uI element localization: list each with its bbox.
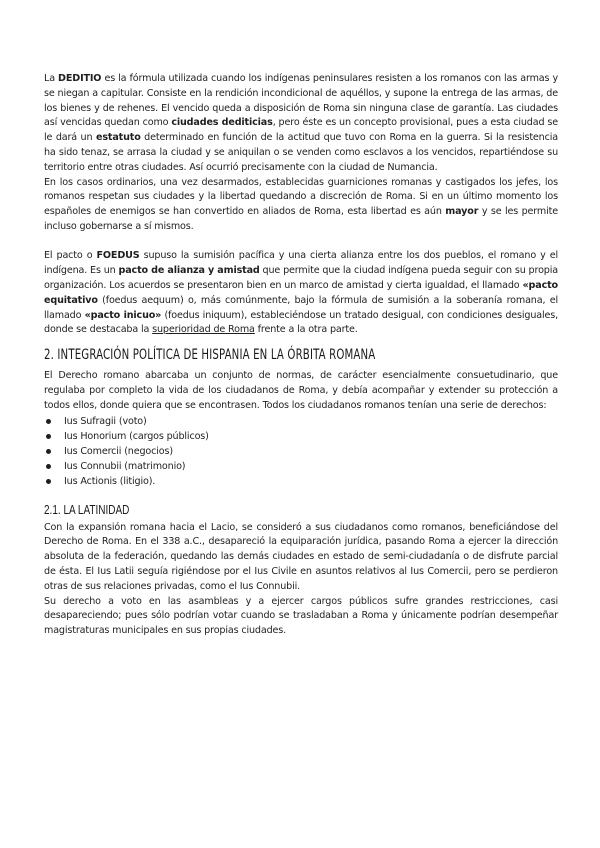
paragraph-foedus: El pacto o FOEDUS supuso la sumisión pacífica y una cierta alianza entre los dos pueblos, el romano y el indígena. Es un pacto de alianza y amistad que permite que la ciudad indígena pueda seguir con su propia organización. Los acuerdos se presentaron bien en un marco de amistad y cierta igualdad, el llamado «pacto equitativo (foedus aequum) o, más comúnmente, bajo la fórmula de sumisión a la soberanía romana, el llamado «pacto inicuo» (foedus iniquum), estableciéndose un tratado desigual, con condiciones desiguales, donde se destacaba la superioridad de Roma frente a la otra parte. [44,250,558,336]
term-pacto-alianza: pacto de alianza y amistad [118,265,260,277]
document-page [44,72,558,639]
paragraph-casos-ordinarios: En los casos ordinarios, una vez desarmados, establecidas guarniciones romanas y castigados los jefes, los romanos respetan sus ciudades y la libertad quedando a discreción de Roma. Si en un último momento los españoles de enemigos se han convertido en aliados de Roma, esta libertad es aún mayor y se les permite incluso gobernarse a sí mismos. [44,176,558,232]
term-estatuto: estatuto [95,132,141,144]
paragraph-derecho-voto: Su derecho a voto en las asambleas y a ejercer cargos públicos sufre grandes restricciones, casi desapareciendo; pues sólo podrían votar cuando se trasladaban a Roma y únicamente podrían desempeñar magistraturas municipales en sus propias ciudades. [44,595,558,637]
bullet-icon [46,464,51,469]
list-item: Ius Actionis (litigio). [44,474,558,489]
term-pacto-equitativo: «pacto equitativo [44,279,558,306]
term-foedus: FOEDUS [96,250,140,262]
paragraph-latinidad: Con la expansión romana hacia el Lacio, se consideró a sus ciudadanos como romanos, beneficiándose del Derecho de Roma. En el 338 a.C., desapareció la equiparación jurídica, pasando Roma a ejercer la dirección absoluta de la federación, quedando las demás ciudades en estado de semi-ciudadanía o de disfrute parcial de ésta. El Ius Latii seguía rigiéndose por el Ius Civile en asuntos relativos al Ius Comercii, pero se perdieron otras de sus relaciones privadas, como el Ius Connubii. [44,521,558,592]
bullet-icon [46,434,51,439]
term-deditio: DEDITIO [58,73,102,84]
bullet-icon [46,479,51,484]
rights-list [44,414,558,490]
list-item: Ius Comercii (negocios) [44,444,558,459]
section-heading-2-1: 2.1. LA LATINIDAD [44,502,130,517]
term-superioridad-roma: superioridad de Roma [152,324,255,336]
section-heading-2: 2. INTEGRACIÓN POLÍTICA DE HISPANIA EN LA ÓRBITA ROMANA [44,347,376,364]
term-ciudades-dediticias: ciudades dediticias [171,117,273,129]
paragraph-deditio: La DEDITIO es la fórmula utilizada cuando los indígenas peninsulares resisten a los romanos con las armas y se niegan a capitular. Consiste en la rendición incondicional de aquéllos, y supone la entrega de las armas, de los bienes y de rehenes. El vencido queda a disposición de Roma sin ninguna clase de garantía. Las ciudades así vencidas quedan como ciudades dediticias, pero éste es un concepto provisional, pues a esta ciudad se le dará un estatuto determinado en función de la actitud que tuvo con Roma en la guerra. Si la resistencia ha sido tenaz, se arrasa la ciudad y se aniquilan o se venden como esclavos a los vencidos, repartiéndose su territorio entre otras ciudades. Así ocurrió precisamente con la ciudad de Numancia. [44,73,559,173]
term-pacto-inicuo: «pacto inicuo» [84,309,162,321]
bullet-icon [46,449,51,454]
paragraph-derecho-romano: El Derecho romano abarcaba un conjunto de normas, de carácter esencialmente consuetudinario, que regulaba por completo la vida de los ciudadanos de Roma, y debía acompañar y extender su protección a todos ellos, donde quiera que se encontrasen. Todos los ciudadanos romanos tenían una serie de derechos: [44,370,558,411]
bullet-icon [46,419,51,424]
list-item: Ius Sufragii (voto) [44,414,558,429]
term-mayor: mayor [445,206,479,218]
list-item: Ius Connubii (matrimonio) [44,459,558,474]
list-item: Ius Honorium (cargos públicos) [44,429,558,444]
